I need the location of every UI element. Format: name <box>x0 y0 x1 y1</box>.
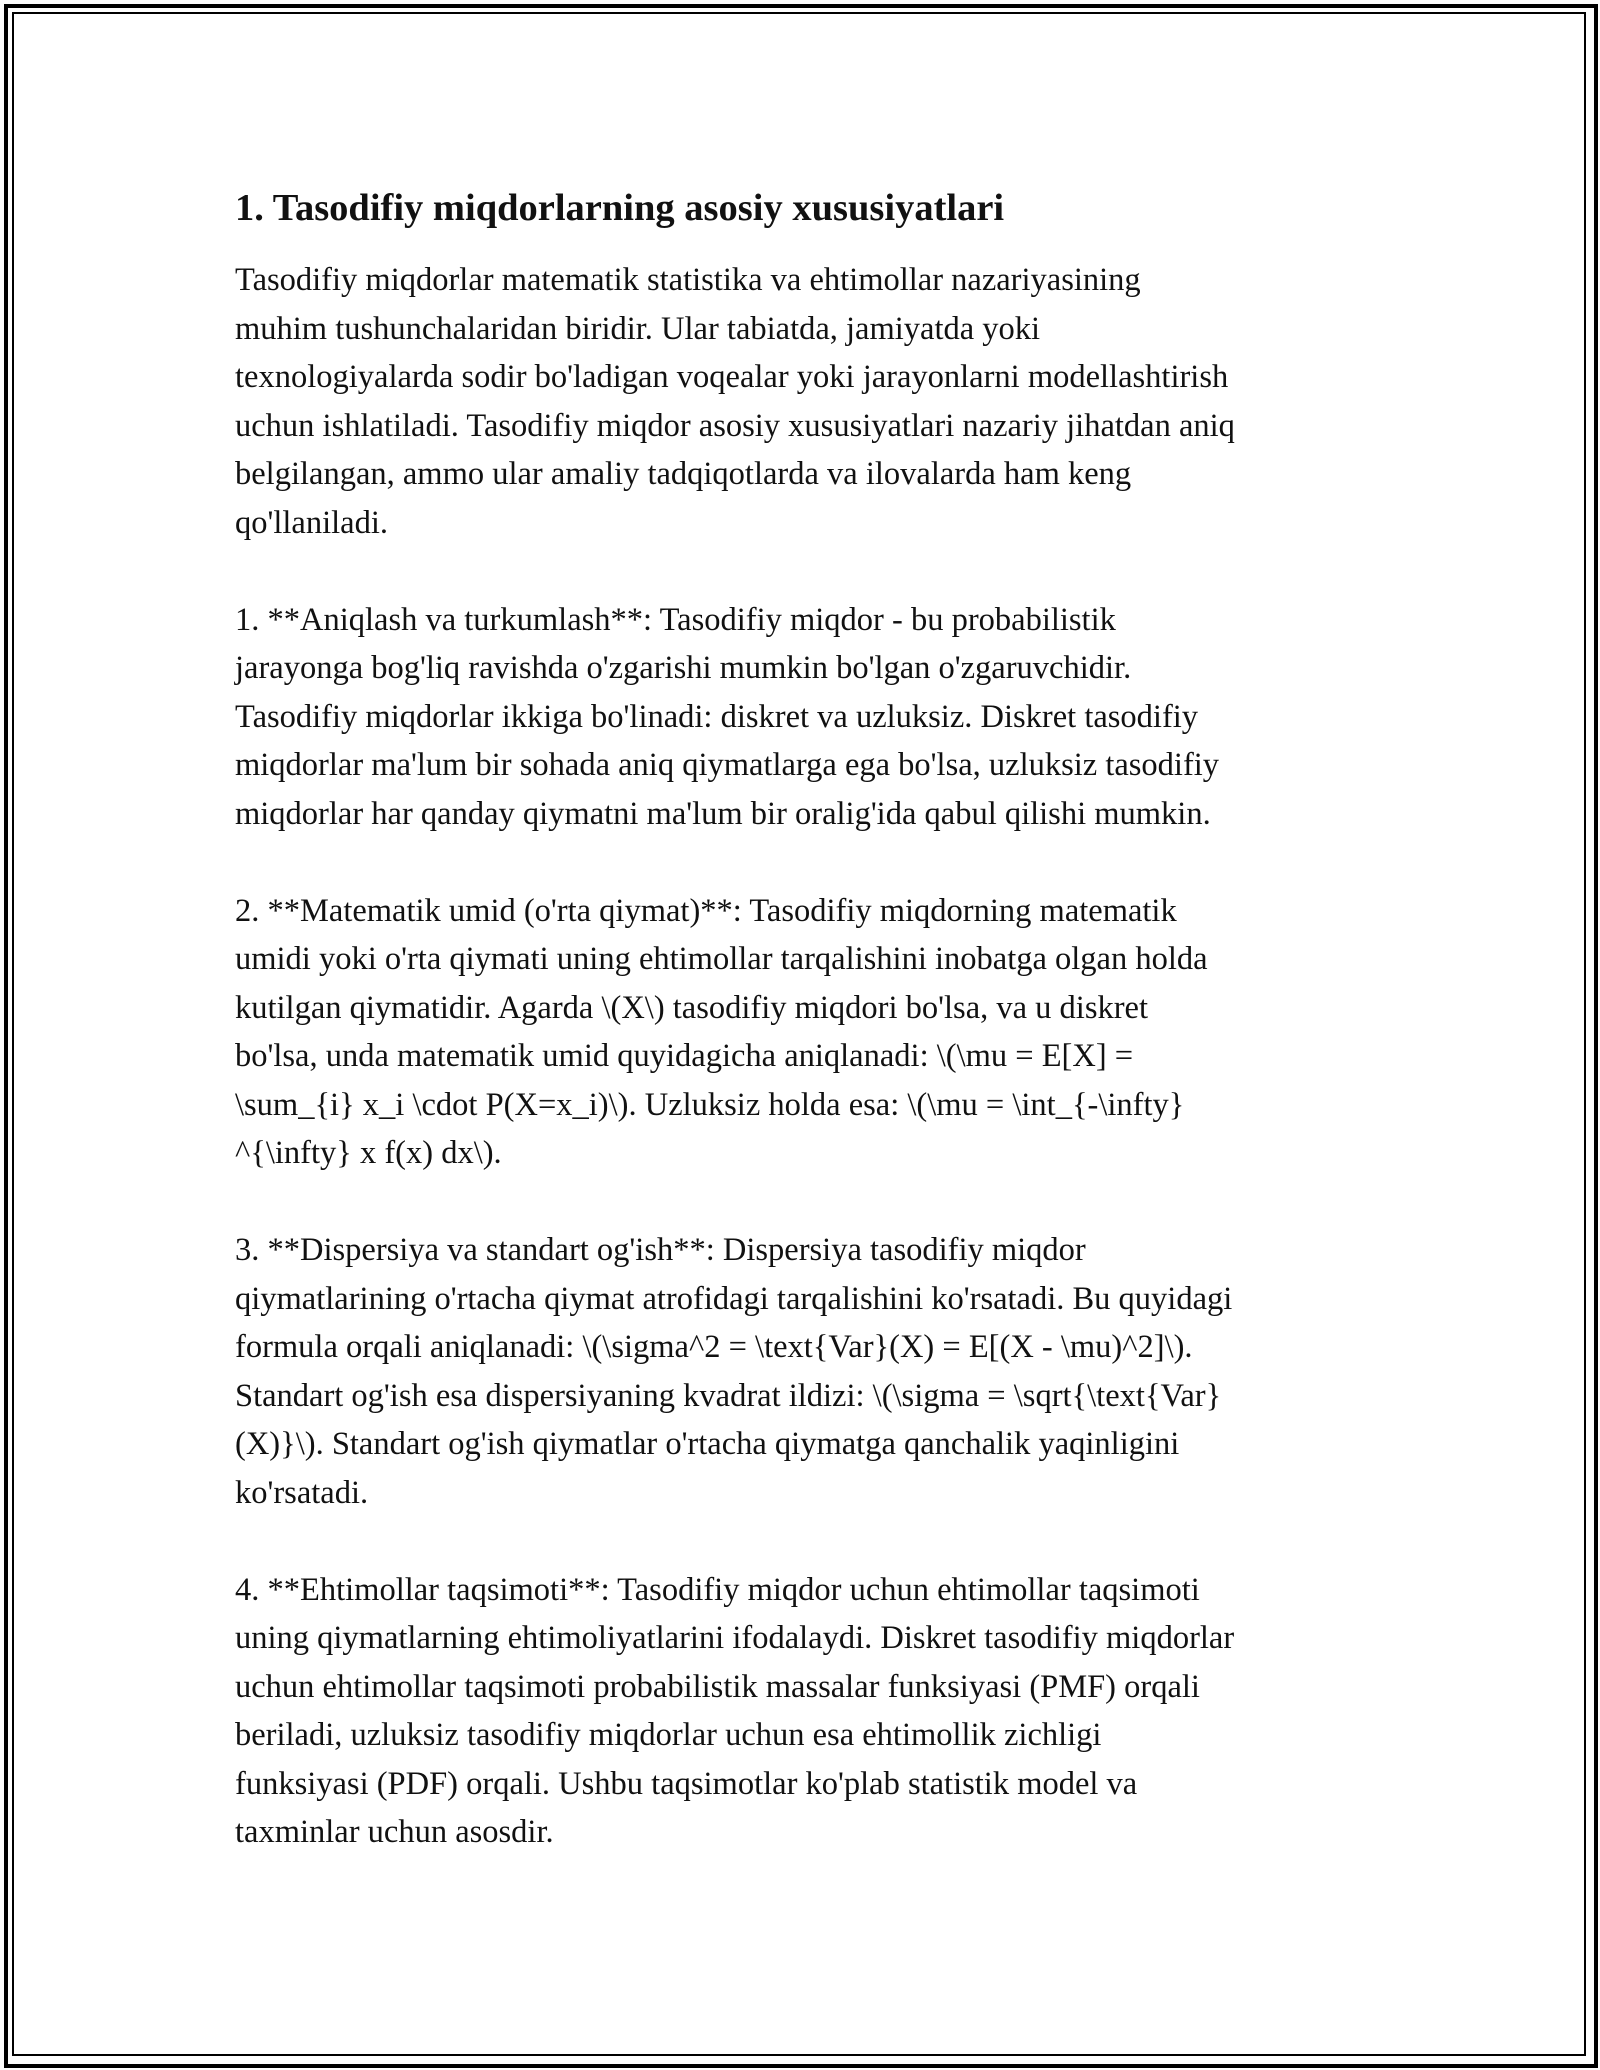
text-line: miqdorlar ma'lum bir sohada aniq qiymatlarga ega bo'lsa, uzluksiz tasodifiy <box>235 747 1220 783</box>
section-heading: 1. Tasodifiy miqdorlarning asosiy xususiyatlari <box>235 187 1005 229</box>
text-line: jarayonga bog'liq ravishda o'zgarishi mumkin bo'lgan o'zgaruvchidir. <box>235 650 1132 686</box>
text-line: uchun ishlatiladi. Tasodifiy miqdor asosiy xususiyatlari nazariy jihatdan aniq <box>235 407 1235 444</box>
text-line: funksiyasi (PDF) orqali. Ushbu taqsimotlar ko'plab statistik model va <box>235 1765 1138 1802</box>
text-line: 1. **Aniqlash va turkumlash**: Tasodifiy miqdor - bu probabilistik <box>235 601 1116 638</box>
text-line: beriladi, uzluksiz tasodifiy miqdorlar uchun esa ehtimollik zichligi <box>235 1717 1102 1753</box>
text-line: formula orqali aniqlanadi: \(\sigma^2 = \text{Var}(X) = E[(X - \mu)^2]\). <box>235 1329 1193 1365</box>
text-line: 3. **Dispersiya va standart og'ish**: Dispersiya tasodifiy miqdor <box>235 1232 1086 1268</box>
text-line: Tasodifiy miqdorlar ikkiga bo'linadi: diskret va uzluksiz. Diskret tasodifiy <box>235 698 1199 735</box>
text-line: ^{\infty} x f(x) dx\). <box>235 1135 502 1171</box>
item-3-paragraph <box>235 1226 1375 1517</box>
text-line: bo'lsa, unda matematik umid quyidagicha aniqlanadi: \(\mu = E[X] = <box>235 1038 1134 1074</box>
item-2-paragraph <box>235 887 1375 1178</box>
text-line: texnologiyalarda sodir bo'ladigan voqealar yoki jarayonlarni modellashtirish <box>235 359 1229 395</box>
text-line: \sum_{i} x_i \cdot P(X=x_i)\). Uzluksiz holda esa: \(\mu = \int_{-\infty} <box>235 1086 1185 1123</box>
text-line: Tasodifiy miqdorlar matematik statistika va ehtimollar nazariyasining <box>235 262 1141 298</box>
text-line: (X)}\). Standart og'ish qiymatlar o'rtacha qiymatga qanchalik yaqinligini <box>235 1426 1180 1462</box>
text-line: qiymatlarining o'rtacha qiymat atrofidagi tarqalishini ko'rsatadi. Bu quyidagi <box>235 1280 1233 1317</box>
text-line: belgilangan, ammo ular amaliy tadqiqotlarda va ilovalarda ham keng <box>235 456 1132 492</box>
document-body <box>235 186 1375 1905</box>
text-line: Standart og'ish esa dispersiyaning kvadrat ildizi: \(\sigma = \sqrt{\text{Var} <box>235 1377 1222 1414</box>
item-1-paragraph <box>235 596 1375 839</box>
text-line: miqdorlar har qanday qiymatni ma'lum bir oralig'ida qabul qilishi mumkin. <box>235 795 1211 832</box>
text-line: taxminlar uchun asosdir. <box>235 1814 554 1850</box>
text-line: qo'llaniladi. <box>235 504 388 541</box>
text-line: 2. **Matematik umid (o'rta qiymat)**: Tasodifiy miqdorning matematik <box>235 892 1177 929</box>
text-line: ko'rsatadi. <box>235 1474 369 1511</box>
text-line: muhim tushunchalaridan biridir. Ular tabiatda, jamiyatda yoki <box>235 310 1041 347</box>
text-line: umidi yoki o'rta qiymati uning ehtimollar tarqalishini inobatga olgan holda <box>235 941 1208 977</box>
text-line: kutilgan qiymatidir. Agarda \(X\) tasodifiy miqdori bo'lsa, va u diskret <box>235 989 1148 1026</box>
intro-paragraph <box>235 256 1375 547</box>
text-line: 4. **Ehtimollar taqsimoti**: Tasodifiy miqdor uchun ehtimollar taqsimoti <box>235 1571 1200 1608</box>
item-4-paragraph <box>235 1566 1375 1857</box>
text-line: uchun ehtimollar taqsimoti probabilistik massalar funksiyasi (PMF) orqali <box>235 1668 1200 1705</box>
text-line: uning qiymatlarning ehtimoliyatlarini ifodalaydi. Diskret tasodifiy miqdorlar <box>235 1620 1235 1656</box>
